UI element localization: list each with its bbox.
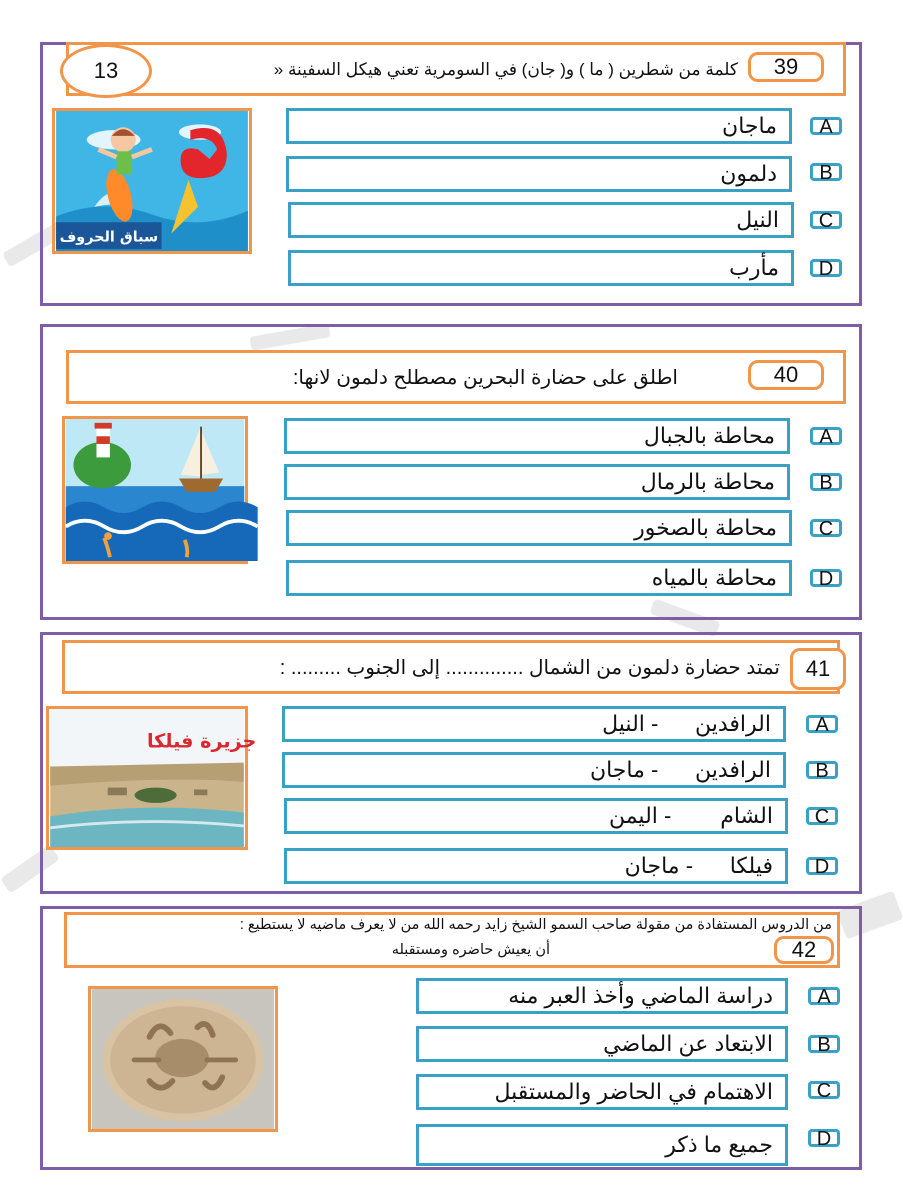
island-photo [49,709,257,847]
option-text: الاهتمام في الحاضر والمستقبل [494,1079,773,1104]
option-40-D[interactable] [286,560,792,596]
question-number-42: 42 [774,936,834,964]
option-text: محاطة بالجبال [643,423,775,448]
option-41-D[interactable] [284,848,788,884]
question-text-42-line2: أن يعيش حاضره ومستقبله [391,942,550,958]
option-letter-D: D [810,259,842,277]
option-42-C[interactable] [416,1074,788,1110]
option-text: دلمون [720,161,777,186]
option-39-C[interactable] [288,202,794,238]
option-text: محاطة بالمياه [651,565,777,590]
option-text: محاطة بالصخور [634,515,777,540]
sea-lighthouse-image [62,416,248,564]
option-letter-B: B [810,473,842,491]
question-text-40: اطلق على حضارة البحرين مصطلح دلمون لانها: [292,367,678,389]
option-text: مأرب [729,255,779,280]
sea-illustration [65,419,245,561]
dilmun-seal-photo [91,989,275,1129]
option-text: ماجان [722,113,777,138]
option-text: الرافدين - ماجان [589,757,771,782]
option-42-A[interactable] [416,978,788,1014]
option-text: النيل [736,207,779,232]
option-text: محاطة بالرمال [640,469,775,494]
option-text: الابتعاد عن الماضي [603,1031,773,1056]
option-letter-D: D [806,857,838,875]
option-letter-C: C [806,807,838,825]
option-letter-A: A [810,427,842,445]
option-39-D[interactable] [288,250,794,286]
option-text: الرافدين - النيل [602,711,771,736]
option-40-B[interactable] [284,464,790,500]
option-text: جميع ما ذكر [665,1132,773,1157]
option-text: الشام - اليمن [608,803,773,828]
option-41-B[interactable] [282,752,786,788]
option-39-A[interactable] [286,108,792,144]
option-42-D[interactable] [416,1124,788,1166]
option-text: دراسة الماضي وأخذ العبر منه [508,983,773,1008]
question-number-41: 41 [790,648,846,690]
option-41-C[interactable] [284,798,788,834]
option-letter-C: C [810,211,842,229]
question-number-39: 39 [748,52,824,82]
option-40-C[interactable] [286,510,792,546]
option-text: فيلكا - ماجان [624,853,773,878]
option-letter-D: D [810,569,842,587]
option-letter-B: B [808,1035,840,1053]
option-letter-A: A [810,117,842,135]
option-letter-A: A [806,715,838,733]
option-letter-B: B [806,761,838,779]
question-text-42-line1: من الدروس المستفادة من مقولة صاحب السمو الشيخ زايد رحمه الله من لا يعرف ماضيه لا يستطيع : [239,917,832,933]
failaka-island-image [46,706,257,850]
letters-race-image [52,108,252,254]
surfing-boy-illustration [55,111,249,251]
question-number-40: 40 [748,360,824,390]
option-40-A[interactable] [284,418,790,454]
option-letter-D: D [808,1129,840,1147]
option-41-A[interactable] [282,706,786,742]
dilmun-seal-image [88,986,278,1132]
option-39-B[interactable] [286,156,792,192]
question-text-39: كلمة من شطرين ( ما ) و( جان) في السومرية تعني هيكل السفينة « [273,60,738,79]
option-42-B[interactable] [416,1026,788,1062]
image-caption: سباق الحروف [59,229,159,246]
option-letter-A: A [808,987,840,1005]
question-text-41: تمتد حضارة دلمون من الشمال .............. إلى الجنوب ......... : [279,657,780,679]
option-letter-B: B [810,163,842,181]
image-caption: جزيرة فيلكا [146,729,257,753]
option-letter-C: C [810,519,842,537]
page-number-badge: 13 [60,44,152,98]
option-letter-C: C [808,1081,840,1099]
